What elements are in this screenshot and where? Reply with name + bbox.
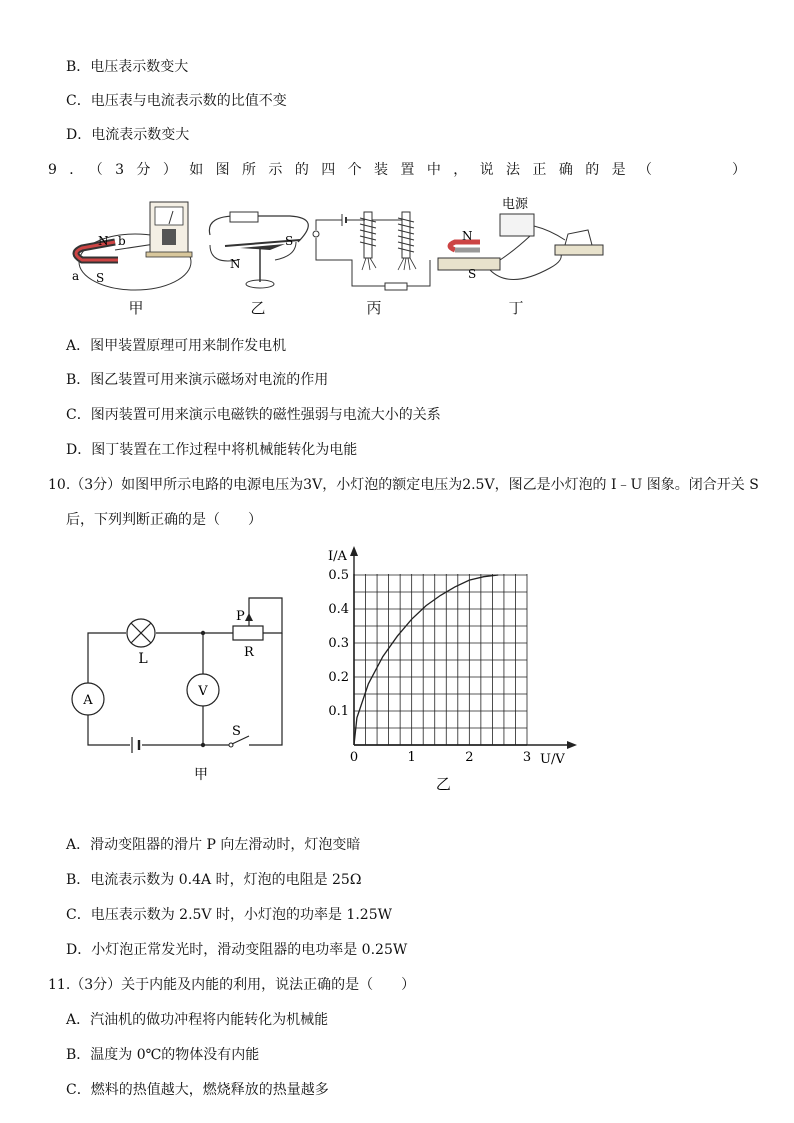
caption-yi: 乙 <box>250 299 266 317</box>
q8-option-c: C．电压表与电流表示数的比值不变 <box>66 93 287 109</box>
q10-stem-line1: 10.（3分）如图甲所示电路的电源电压为3V，小灯泡的额定电压为2.5V，图乙是小灯泡的 I﹣U 图象。闭合开关 S <box>48 477 759 493</box>
ammeter-label: A <box>83 693 93 708</box>
circuit-caption: 甲 <box>194 767 208 783</box>
figure-ding <box>438 196 603 281</box>
q11-option-b: B．温度为 0℃的物体没有内能 <box>66 1047 260 1063</box>
fig-ding-power: 电源 <box>502 197 529 212</box>
figure-jia <box>72 202 192 290</box>
x-tick-label: 3 <box>522 750 532 765</box>
y-tick-label: 0.3 <box>328 636 349 651</box>
q10-stem-line2: 后，下列判断正确的是（ ） <box>66 512 262 528</box>
y-tick-label: 0.4 <box>328 602 349 617</box>
q9-option-d: D．图丁装置在工作过程中将机械能转化为电能 <box>66 442 358 458</box>
rheostat-label: R <box>244 645 254 660</box>
fig-ding-s: S <box>468 267 477 281</box>
x-tick-label: 0 <box>349 750 359 765</box>
figure-yi <box>209 212 308 288</box>
y-tick-label: 0.5 <box>328 568 349 583</box>
rheostat <box>233 626 263 640</box>
fig-ding-n: N <box>462 229 473 243</box>
q9-option-a: A．图甲装置原理可用来制作发电机 <box>66 338 287 354</box>
q9-stem-end: ） <box>732 162 746 178</box>
x-tick-label: 1 <box>407 750 416 765</box>
y-tick-label: 0.1 <box>328 704 349 719</box>
q10-option-d: D．小灯泡正常发光时，滑动变阻器的电功率是 0.25W <box>66 942 408 958</box>
slider-label: P <box>236 609 245 624</box>
fig-jia-s: S <box>96 271 105 285</box>
q10-option-a: A．滑动变阻器的滑片 P 向左滑动时，灯泡变暗 <box>66 837 361 853</box>
lamp <box>127 619 155 647</box>
q8-option-d: D．电流表示数变大 <box>66 127 190 143</box>
x-tick-label: 2 <box>465 750 474 765</box>
q9-option-c: C．图丙装置可用来演示电磁铁的磁性强弱与电流大小的关系 <box>66 407 441 423</box>
q10-option-c: C．电压表示数为 2.5V 时，小灯泡的功率是 1.25W <box>66 907 392 923</box>
q9-stem: 9．（3分）如图所示的四个装置中，说法正确的是（ <box>48 162 665 178</box>
q11-option-c: C．燃料的热值越大，燃烧释放的热量越多 <box>66 1082 329 1098</box>
chart-caption: 乙 <box>435 775 451 793</box>
q11-stem: 11.（3分）关于内能及内能的利用，说法正确的是（ ） <box>48 977 416 993</box>
circuit-diagram <box>66 590 296 795</box>
fig-yi-s: S <box>285 234 294 248</box>
figure-bing <box>313 212 430 290</box>
x-axis-arrow <box>567 741 577 749</box>
iu-chart <box>318 540 588 795</box>
y-tick-label: 0.2 <box>328 670 349 685</box>
q9-option-b: B．图乙装置可用来演示磁场对电流的作用 <box>66 372 329 388</box>
caption-ding: 丁 <box>508 299 524 317</box>
switch-label: S <box>232 724 241 739</box>
caption-jia: 甲 <box>128 299 144 317</box>
y-axis-label: I/A <box>328 549 347 564</box>
q11-option-a: A．汽油机的做功冲程将内能转化为机械能 <box>66 1012 329 1028</box>
voltmeter-label: V <box>198 684 208 699</box>
fig-jia-a: a <box>72 269 80 283</box>
lamp-label: L <box>138 651 148 667</box>
fig-jia-b: b <box>118 234 126 248</box>
q8-option-b: B．电压表示数变大 <box>66 59 189 75</box>
y-axis-arrow <box>350 546 358 556</box>
caption-bing: 丙 <box>366 299 382 317</box>
q10-option-b: B．电流表示数为 0.4A 时，灯泡的电阻是 25Ω <box>66 872 362 888</box>
fig-yi-n: N <box>230 257 241 271</box>
fig-jia-n: N <box>98 234 109 248</box>
x-axis-label: U/V <box>540 752 565 767</box>
